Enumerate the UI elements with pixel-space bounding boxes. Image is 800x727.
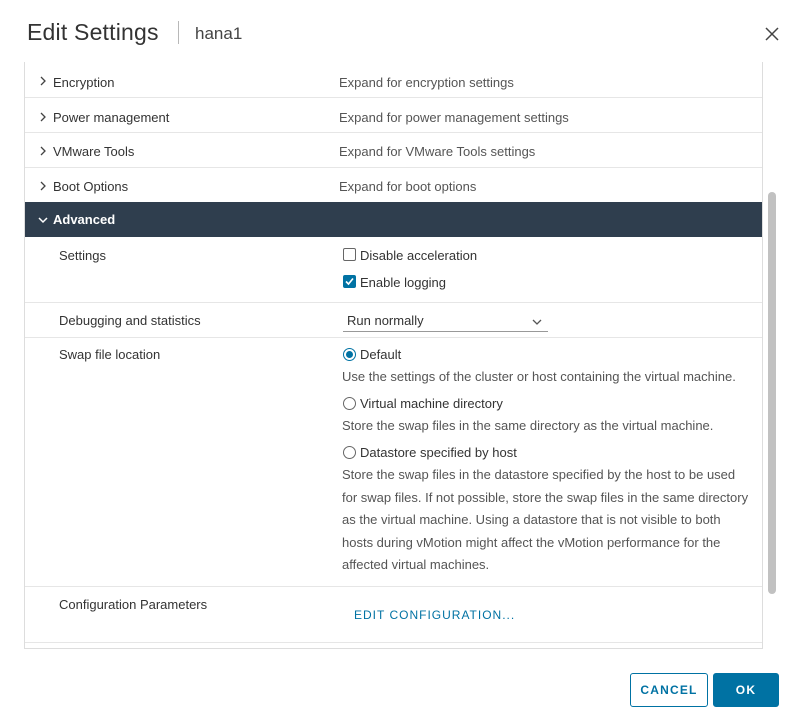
chevron-down-icon [37,213,49,225]
chevron-right-icon [37,74,49,86]
section-boot-options[interactable] [25,168,762,202]
section-label: Boot Options [53,179,129,194]
dialog-header [0,0,800,62]
swap-datastore-label[interactable]: Datastore specified by host [360,445,517,460]
ok-button[interactable]: OK [713,673,779,707]
disable-acceleration-label[interactable]: Disable acceleration [360,248,478,263]
section-description: Expand for VMware Tools settings [339,144,536,159]
cancel-button[interactable]: CANCEL [630,673,708,707]
section-description: Expand for power management settings [339,110,569,125]
section-power-management[interactable] [25,98,762,133]
section-label: Power management [53,110,170,125]
swap-default-radio[interactable] [343,348,356,361]
swap-datastore-hint: Store the swap files in the datastore specified by the host to be used for swap files. If not possible, store the swap files in the same directory as the virtual machine. Using a datastore that is not visible to both hosts during vMotion might affect the vMotion performance for the affected virtual machines. [342,467,749,572]
config-params-label: Configuration Parameters [59,597,208,612]
swap-default-hint: Use the settings of the cluster or host containing the virtual machine. [342,369,736,384]
section-encryption[interactable] [25,62,762,98]
chevron-right-icon [37,179,49,191]
section-label: Advanced [53,212,116,227]
title-divider [178,21,179,44]
section-description: Expand for encryption settings [339,75,514,90]
section-advanced-header[interactable] [25,202,762,237]
enable-logging-checkbox[interactable] [343,275,356,288]
close-icon[interactable] [762,24,782,44]
scrollbar-thumb[interactable] [768,192,776,594]
swap-datastore-radio[interactable] [343,446,356,459]
dialog-title: Edit Settings [27,19,159,45]
debugging-label: Debugging and statistics [59,313,201,328]
debugging-select[interactable] [343,311,548,332]
swap-vm-directory-radio[interactable] [343,397,356,410]
section-label: Encryption [53,75,115,90]
section-label: VMware Tools [53,144,135,159]
swap-file-label: Swap file location [59,347,161,362]
settings-row [25,237,762,303]
chevron-down-icon [531,315,543,327]
section-vmware-tools[interactable] [25,133,762,168]
debugging-row [25,303,762,338]
edit-configuration-button[interactable]: EDIT CONFIGURATION... [354,608,516,622]
vm-name: hana1 [195,24,243,43]
swap-vm-directory-hint: Store the swap files in the same directory as the virtual machine. [342,418,714,433]
enable-logging-label[interactable]: Enable logging [360,275,447,290]
swap-file-row [25,338,762,587]
settings-panel [24,62,763,649]
chevron-right-icon [37,144,49,156]
disable-acceleration-checkbox[interactable] [343,248,356,261]
section-description: Expand for boot options [339,179,477,194]
config-params-row [25,587,762,643]
chevron-right-icon [37,110,49,122]
settings-label: Settings [59,248,106,263]
scrollbar[interactable] [766,62,778,649]
swap-default-label[interactable]: Default [360,347,402,362]
swap-vm-directory-label[interactable]: Virtual machine directory [360,396,503,411]
debugging-select-value: Run normally [347,313,424,328]
